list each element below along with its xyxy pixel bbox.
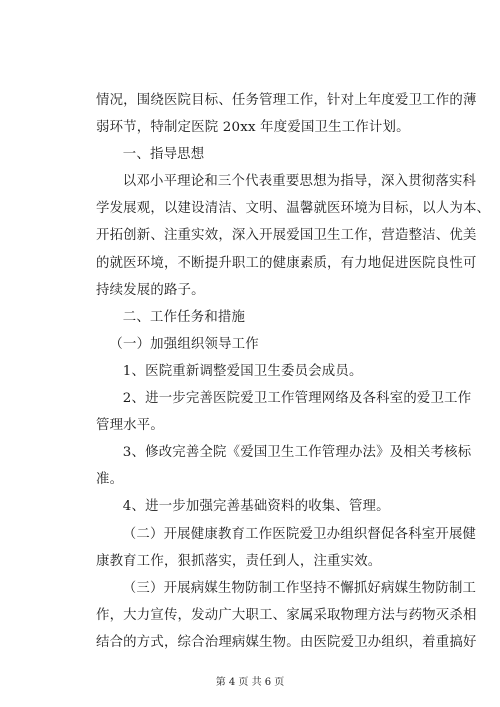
body-line: 1、医院重新调整爱国卫生委员会成员。	[122, 363, 363, 379]
body-line: 康教育工作，狠抓落实，责任到人，注重实效。	[96, 553, 382, 569]
document-body	[96, 87, 491, 656]
subsection-heading-organization: （一）加强组织领导工作	[109, 336, 259, 352]
section-heading-tasks-measures: 二、工作任务和措施	[122, 309, 246, 325]
section-heading-guiding-ideology: 一、指导思想	[122, 147, 205, 163]
body-line: 2、进一步完善医院爱卫工作管理网络及各科室的爱卫工作	[122, 391, 472, 407]
body-line: 情况，围绕医院目标、任务管理工作，针对上年度爱卫工作的薄	[96, 93, 477, 108]
body-line: 以邓小平理论和三个代表重要思想为指导，深入贯彻落实科	[122, 174, 477, 190]
page-number-footer: 第 4 页 共 6 页	[215, 677, 285, 688]
body-line: 的就医环境，不断提升职工的健康素质，有力地促进医院良性可	[96, 255, 477, 271]
body-line: 3、修改完善全院《爱国卫生工作管理办法》及相关考核标	[122, 445, 472, 461]
body-line: 持续发展的路子。	[96, 282, 205, 298]
body-line: 4、进一步加强完善基础资料的收集、管理。	[122, 499, 390, 515]
body-line: 准。	[96, 472, 124, 488]
body-line: （三）开展病媒生物防制工作坚持不懈抓好病媒生物防制工	[122, 580, 477, 596]
body-line: 学发展观，以建设清洁、文明、温馨就医环境为目标，以人为本、	[96, 201, 491, 217]
body-line: 开拓创新、注重实效，深入开展爱国卫生工作，营造整洁、优美	[96, 228, 477, 244]
body-line: 结合的方式，综合治理病媒生物。由医院爱卫办组织，着重搞好	[96, 634, 477, 650]
body-line: 管理水平。	[96, 418, 164, 434]
body-line: 作，大力宣传，发动广大职工、家属采取物理方法与药物灭杀相	[96, 607, 477, 623]
body-line: （二）开展健康教育工作医院爱卫办组织督促各科室开展健	[122, 526, 477, 542]
body-line: 弱环节，特制定医院 20xx 年度爱国卫生工作计划。	[96, 120, 410, 136]
